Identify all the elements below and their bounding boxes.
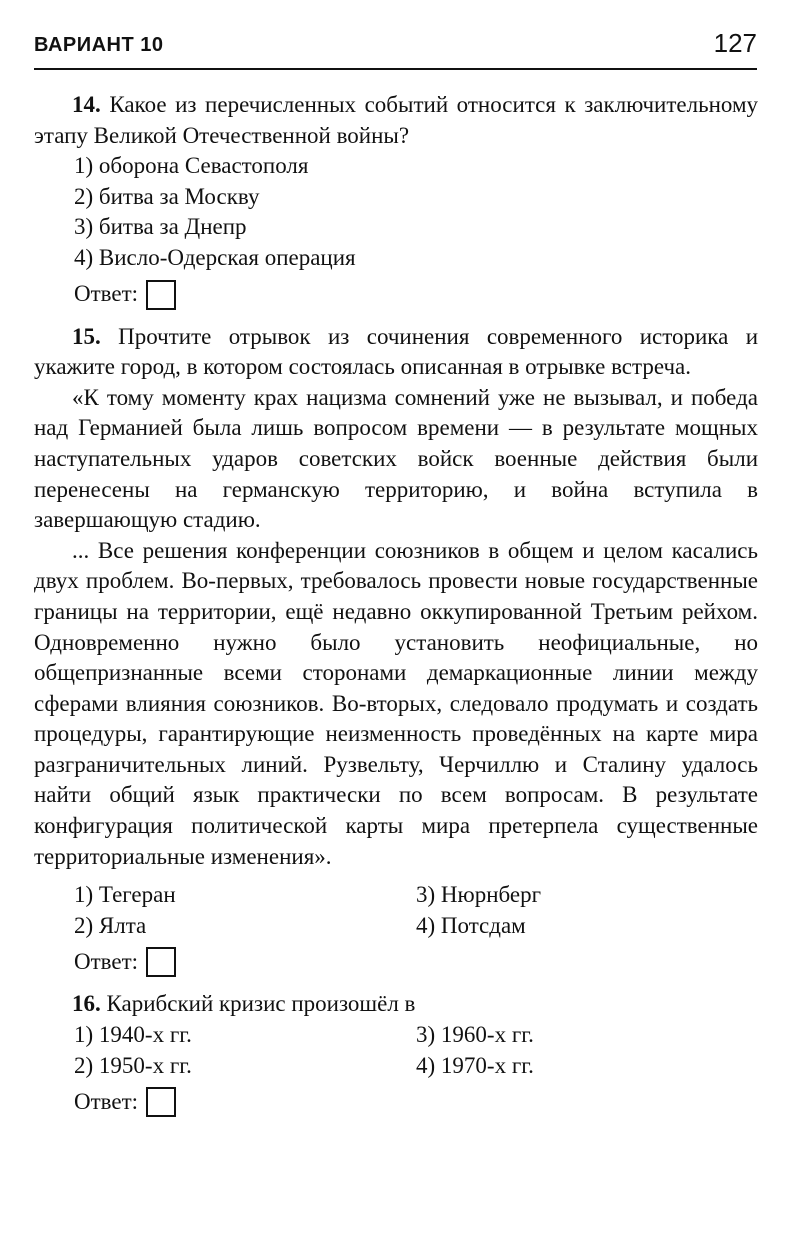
- option: 2) Ялта: [74, 912, 147, 938]
- page-header: [34, 28, 757, 70]
- question-number: 16.: [72, 991, 101, 1017]
- question-14: [34, 90, 758, 314]
- question-15: [34, 322, 758, 982]
- answer-box[interactable]: [146, 280, 176, 310]
- option: 3) 1960-х гг.: [416, 1022, 534, 1048]
- option: 4) Висло-Одерская операция: [74, 244, 356, 270]
- question-prompt: Карибский кризис произошёл в: [106, 991, 416, 1017]
- options-row: [34, 1020, 758, 1051]
- variant-title: ВАРИАНТ 10: [34, 34, 164, 56]
- options-row: [34, 911, 758, 942]
- question-prompt: Какое из перечисленных событий относится к заключительному этапу Великой Отечественной войны?: [34, 92, 759, 148]
- answer-row: [34, 1083, 758, 1121]
- options-row: [34, 880, 758, 911]
- excerpt-paragraph: ... Все решения конференции союзников в общем и целом касались двух проблем. Во-первых, требовалось провести новые государственные границы на территории, ещё недавно оккупированной Третьим рейхом. Одновременно нужно было установить неофициальные, но общепризнанные всеми сторонами демаркационные линии между сферами влияния союзников. Во-вторых, следовало продумать и создать процедуры, гарантирующие неизменность проведённых на карте мира разграничительных линий. Рузвельту, Черчиллю и Сталину удалось найти общий язык практически по всем вопросам. В результате конфигурация политической карты мира претерпела существенные территориальные изменения».: [34, 537, 758, 869]
- question-number: 14.: [72, 92, 101, 117]
- option: 3) битва за Днепр: [74, 214, 247, 240]
- option: 1) 1940-х гг.: [74, 1022, 192, 1048]
- question-14-text: [34, 90, 758, 151]
- question-16: [34, 989, 758, 1121]
- answer-label: Ответ:: [74, 1088, 139, 1114]
- option: 3) Нюрнберг: [416, 882, 542, 908]
- option: 1) оборона Севастополя: [74, 153, 309, 179]
- page-number: 127: [713, 28, 757, 58]
- excerpt-paragraph: «К тому моменту крах нацизма сомнений уже не вызывал, и победа над Германией была лишь вопросом времени — в результате мощных наступательных ударов советских войск военные действия были перенесены на германскую территорию, и война вступила в завершающую стадию.: [34, 384, 758, 533]
- answer-label: Ответ:: [74, 949, 139, 975]
- option: 4) Потсдам: [416, 912, 526, 938]
- answer-box[interactable]: [146, 1087, 176, 1117]
- answer-box[interactable]: [146, 947, 176, 977]
- option: 4) 1970-х гг.: [416, 1052, 534, 1078]
- question-16-text: [34, 989, 758, 1020]
- option: 2) битва за Москву: [74, 183, 260, 209]
- option: 2) 1950-х гг.: [74, 1052, 192, 1078]
- options-row: [34, 1051, 758, 1082]
- question-number: 15.: [72, 323, 101, 349]
- question-prompt: Прочтите отрывок из сочинения современного историка и укажите город, в котором состоялась описанная в отрывке встреча.: [34, 323, 759, 380]
- question-15-text: [34, 322, 758, 383]
- answer-row: [34, 276, 758, 314]
- page-content: [34, 90, 758, 1121]
- answer-label: Ответ:: [74, 281, 139, 307]
- answer-row: [34, 943, 758, 981]
- option: 1) Тегеран: [74, 882, 176, 908]
- header-divider: [34, 68, 757, 70]
